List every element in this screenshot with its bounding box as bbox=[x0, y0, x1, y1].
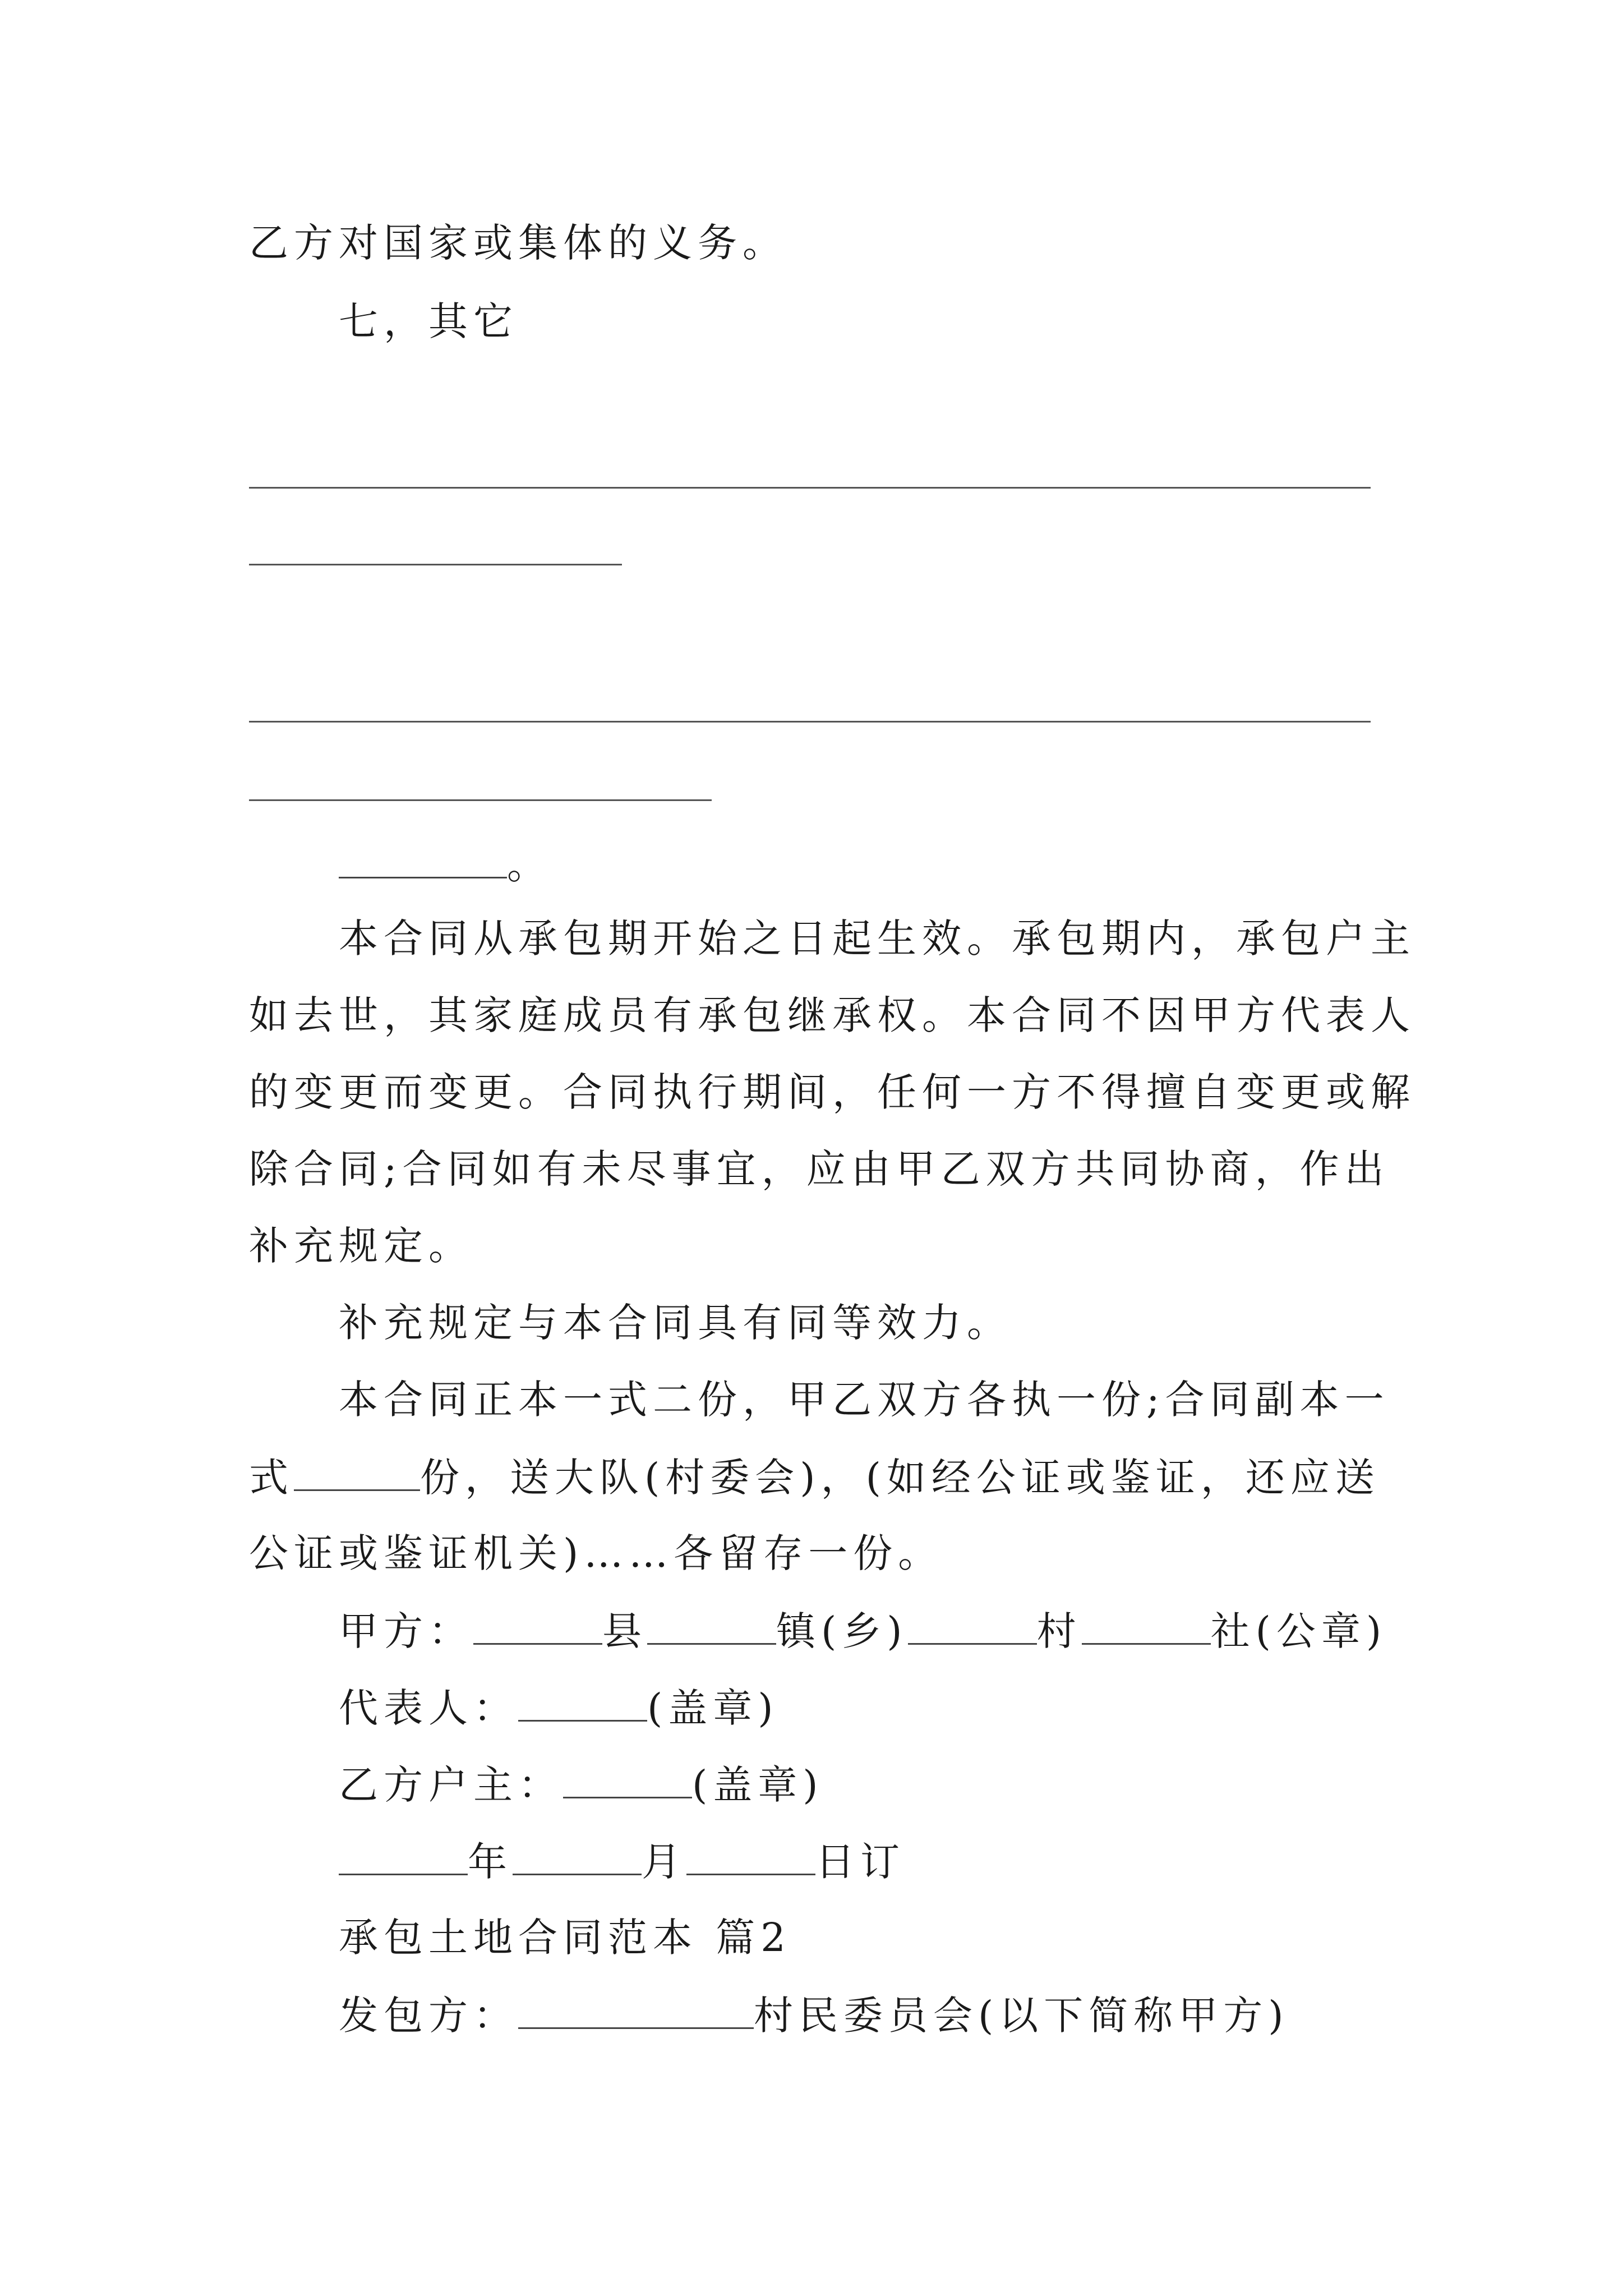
blank-line bbox=[249, 487, 1371, 489]
party-b-line: 乙方户主： (盖章) bbox=[339, 1762, 824, 1808]
blank-line bbox=[249, 721, 1371, 723]
period: 。 bbox=[507, 842, 552, 888]
blank-sentence bbox=[339, 842, 552, 888]
effect-paragraph-line: 补充规定。 bbox=[249, 1223, 473, 1269]
fill-blank bbox=[518, 1995, 754, 2029]
effect-paragraph-line: 除合同;合同如有未尽事宜，应由甲乙双方共同协商，作出 bbox=[249, 1146, 1390, 1192]
fill-blank bbox=[339, 844, 507, 878]
fill-blank bbox=[563, 1764, 692, 1798]
section-heading-other: 七，其它 bbox=[339, 298, 518, 344]
fill-blank bbox=[647, 1611, 776, 1645]
fill-blank bbox=[908, 1611, 1037, 1645]
issuer-line: 发包方： 村民委员会(以下简称甲方) bbox=[339, 1993, 1289, 2039]
copies-paragraph-line: 本合同正本一式二份，甲乙双方各执一份;合同副本一 bbox=[339, 1377, 1390, 1423]
fill-blank bbox=[686, 1841, 815, 1875]
fill-blank bbox=[339, 1841, 468, 1875]
supplement-paragraph: 补充规定与本合同具有同等效力。 bbox=[339, 1300, 1012, 1346]
copies-paragraph-line: 式 份，送大队(村委会)，(如经公证或鉴证，还应送 bbox=[249, 1455, 1380, 1501]
blank-line bbox=[249, 799, 712, 801]
date-line: 年 月 日订 bbox=[339, 1841, 905, 1881]
fill-blank bbox=[518, 1687, 647, 1722]
effect-paragraph-line: 如去世，其家庭成员有承包继承权。本合同不因甲方代表人 bbox=[249, 992, 1415, 1038]
fill-blank bbox=[294, 1457, 420, 1491]
section-title-2: 承包土地合同范本 篇2 bbox=[339, 1915, 791, 1961]
copies-paragraph-line: 公证或鉴证机关)……各留存一份。 bbox=[249, 1530, 943, 1576]
effect-paragraph-line: 本合同从承包期开始之日起生效。承包期内，承包户主 bbox=[339, 915, 1415, 961]
fill-blank bbox=[513, 1841, 642, 1875]
blank-line bbox=[249, 564, 622, 565]
fill-blank bbox=[1082, 1611, 1211, 1645]
effect-paragraph-line: 的变更而变更。合同执行期间，任何一方不得擅自变更或解 bbox=[249, 1069, 1415, 1115]
fill-blank bbox=[473, 1611, 602, 1645]
party-a-line: 甲方： 县 镇(乡) 村 社(公章) bbox=[339, 1608, 1387, 1654]
representative-line: 代表人： (盖章) bbox=[339, 1685, 779, 1731]
paragraph-obligation: 乙方对国家或集体的义务。 bbox=[249, 220, 787, 266]
